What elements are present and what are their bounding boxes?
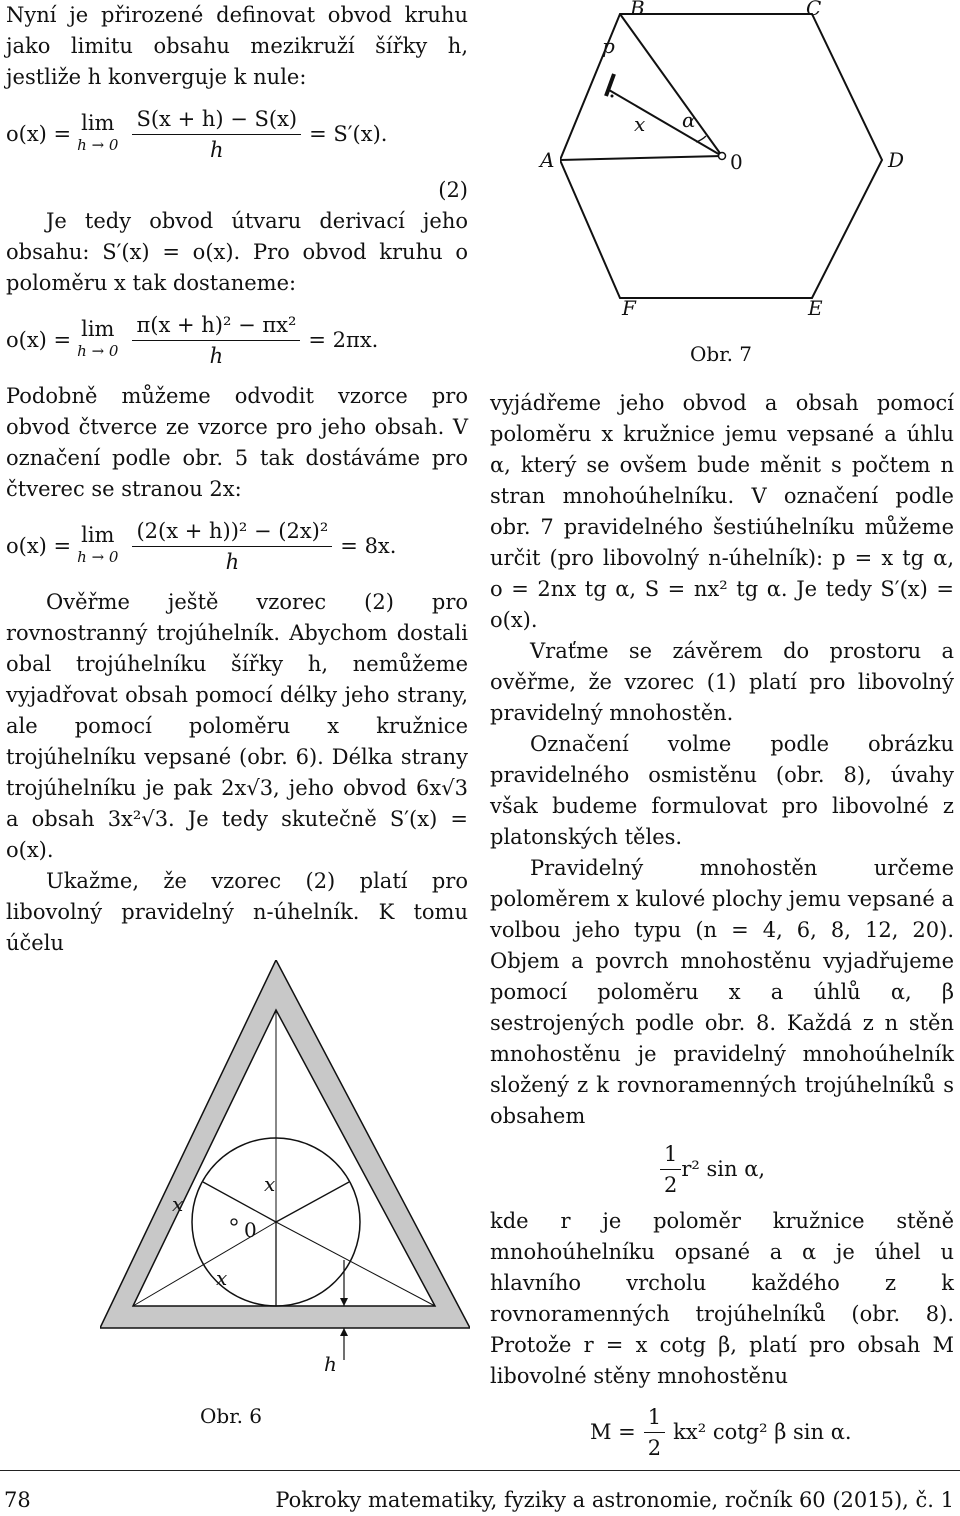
limit-word: lim bbox=[81, 523, 115, 547]
right-column bbox=[490, 388, 954, 1472]
equation bbox=[6, 93, 468, 175]
limit bbox=[77, 524, 118, 568]
fig7-label-x: x bbox=[634, 112, 646, 136]
numerator: 1 bbox=[660, 1139, 681, 1170]
denominator: h bbox=[225, 549, 240, 574]
fig6-label-center: 0 bbox=[244, 1218, 257, 1242]
limit-sub: h → 0 bbox=[77, 136, 119, 154]
journal-info: Pokroky matematiky, fyziky a astronomie, ročník 60 (2015), č. 1 bbox=[275, 1488, 954, 1512]
fig7-label-p: p bbox=[602, 34, 615, 58]
equation bbox=[490, 1132, 954, 1206]
numerator: π(x + h)² − πx² bbox=[132, 310, 300, 341]
equation-rest: r² sin α, bbox=[681, 1156, 766, 1181]
fig7-label-E: E bbox=[808, 296, 823, 320]
denominator: h bbox=[209, 343, 224, 368]
paragraph: Ověřme ještě vzorec (2) pro rovnostranný trojúhelník. Abychom dostali obal trojúhelníku šířky h, nemůžeme vyjadřovat obsah pomocí délky jeho strany, ale pomocí poloměru x kružnice trojúhelníku vepsané (obr. 6). Délka strany trojúhelníku je pak 2x√3, jeho obvod 6x√3 a obsah 3x²√3. Je tedy skutečně S′(x) = o(x). bbox=[6, 590, 468, 862]
equation-rhs: = 8x. bbox=[340, 533, 397, 558]
fig7-label-A: A bbox=[540, 148, 555, 172]
limit-word: lim bbox=[81, 317, 115, 341]
equation bbox=[6, 299, 468, 381]
fig6-label-x: x bbox=[172, 1192, 184, 1216]
denominator: 2 bbox=[647, 1435, 662, 1460]
denominator: h bbox=[210, 137, 224, 162]
paragraph: Pravidelný mnohostěn určeme poloměrem x kulové plochy jemu vepsané a volbou jeho typu (n = 4, 6, 8, 12, 20). Objem a povrch mnohostěnu vyjadřujeme pomocí poloměru x a úhlů α, β sestrojených podle obr. 8. Každá z n stěn mnohostěnu je pravidelný mnohoúhelník složený z k rovnoramenných trojúhelníků s obsahem bbox=[490, 856, 954, 1128]
limit-sub: h → 0 bbox=[77, 342, 119, 360]
limit-sub: h → 0 bbox=[77, 548, 119, 566]
equation bbox=[490, 1392, 954, 1472]
equation-number: (2) bbox=[438, 178, 468, 202]
paragraph: Označení volme podle obrázku pravidelného osmistěnu (obr. 8), úvahy však budeme formulovat pro libovolné z platonských těles. bbox=[490, 732, 954, 849]
numerator: 1 bbox=[644, 1402, 665, 1433]
fig6-label-x: x bbox=[216, 1266, 228, 1290]
figure-6-caption: Obr. 6 bbox=[200, 1404, 263, 1428]
fraction bbox=[644, 1402, 665, 1463]
fig6-label-x: x bbox=[264, 1172, 276, 1196]
left-column bbox=[6, 0, 468, 959]
paragraph: Ukažme, že vzorec (2) platí pro libovolný pravidelný n-úhelník. K tomu účelu bbox=[6, 869, 468, 955]
fig7-label-B: B bbox=[630, 0, 645, 20]
fig7-label-alpha: α bbox=[682, 108, 696, 132]
equation bbox=[6, 505, 468, 587]
numerator: (2(x + h))² − (2x)² bbox=[132, 516, 332, 547]
limit bbox=[77, 112, 118, 156]
paragraph: Nyní je přirozené definovat obvod kruhu jako limitu obsahu mezikruží šířky h, jestliže h konverguje k nule: bbox=[6, 3, 468, 89]
equation-rest: kx² cotg² β sin α. bbox=[673, 1419, 852, 1444]
paragraph: Je tedy obvod útvaru derivací jeho obsahu: S′(x) = o(x). Pro obvod kruhu o poloměru x tak dostaneme: bbox=[6, 209, 468, 295]
fraction bbox=[132, 310, 300, 371]
paragraph: Podobně můžeme odvodit vzorce pro obvod čtverce ze vzorce pro jeho obsah. V označení podle obr. 5 tak dostáváme pro čtverec se stranou 2x: bbox=[6, 384, 468, 501]
denominator: 2 bbox=[664, 1172, 678, 1197]
fig7-label-center: 0 bbox=[730, 150, 743, 174]
page-number: 78 bbox=[4, 1488, 31, 1512]
equation-lhs: M = bbox=[590, 1419, 636, 1444]
fraction bbox=[660, 1139, 681, 1200]
numerator: S(x + h) − S(x) bbox=[132, 104, 301, 135]
paragraph: kde r je poloměr kružnice stěně mnohoúhelníku opsané a α je úhel u hlavního vrcholu každého z k rovnoramenných trojúhelníků (obr. 8). Protože r = x cotg β, platí pro obsah M libovolné stěny mnohostěnu bbox=[490, 1209, 954, 1388]
fraction bbox=[132, 104, 301, 165]
fig7-label-F: F bbox=[622, 296, 636, 320]
figure-7-caption: Obr. 7 bbox=[690, 342, 753, 366]
footer-rule bbox=[0, 1470, 960, 1471]
fraction bbox=[132, 516, 332, 577]
fig6-label-h: h bbox=[324, 1352, 337, 1376]
paragraph: vyjádřeme jeho obvod a obsah pomocí poloměru x kružnice jemu vepsané a úhlu α, který se ovšem bude měnit s počtem n stran mnohoúhelníku. V označení podle obr. 7 pravidelného šestiúhelníku můžeme určit (pro libovolný n-úhelník): p = x tg α, o = 2nx tg α, S = nx² tg α. Je tedy S′(x) = o(x). bbox=[490, 391, 954, 632]
limit-word: lim bbox=[81, 111, 115, 135]
equation-rhs: = S′(x). bbox=[309, 121, 388, 146]
equation-lhs: o(x) = bbox=[6, 121, 72, 146]
figure-6-triangle bbox=[100, 960, 470, 1360]
limit bbox=[77, 318, 118, 362]
equation-lhs: o(x) = bbox=[6, 327, 72, 352]
fig7-label-D: D bbox=[888, 148, 905, 172]
equation-rhs: = 2πx. bbox=[308, 327, 379, 352]
paragraph: Vraťme se závěrem do prostoru a ověřme, že vzorec (1) platí pro libovolný pravidelný mnohostěn. bbox=[490, 639, 954, 725]
fig7-label-C: C bbox=[806, 0, 822, 20]
equation-lhs: o(x) = bbox=[6, 533, 72, 558]
